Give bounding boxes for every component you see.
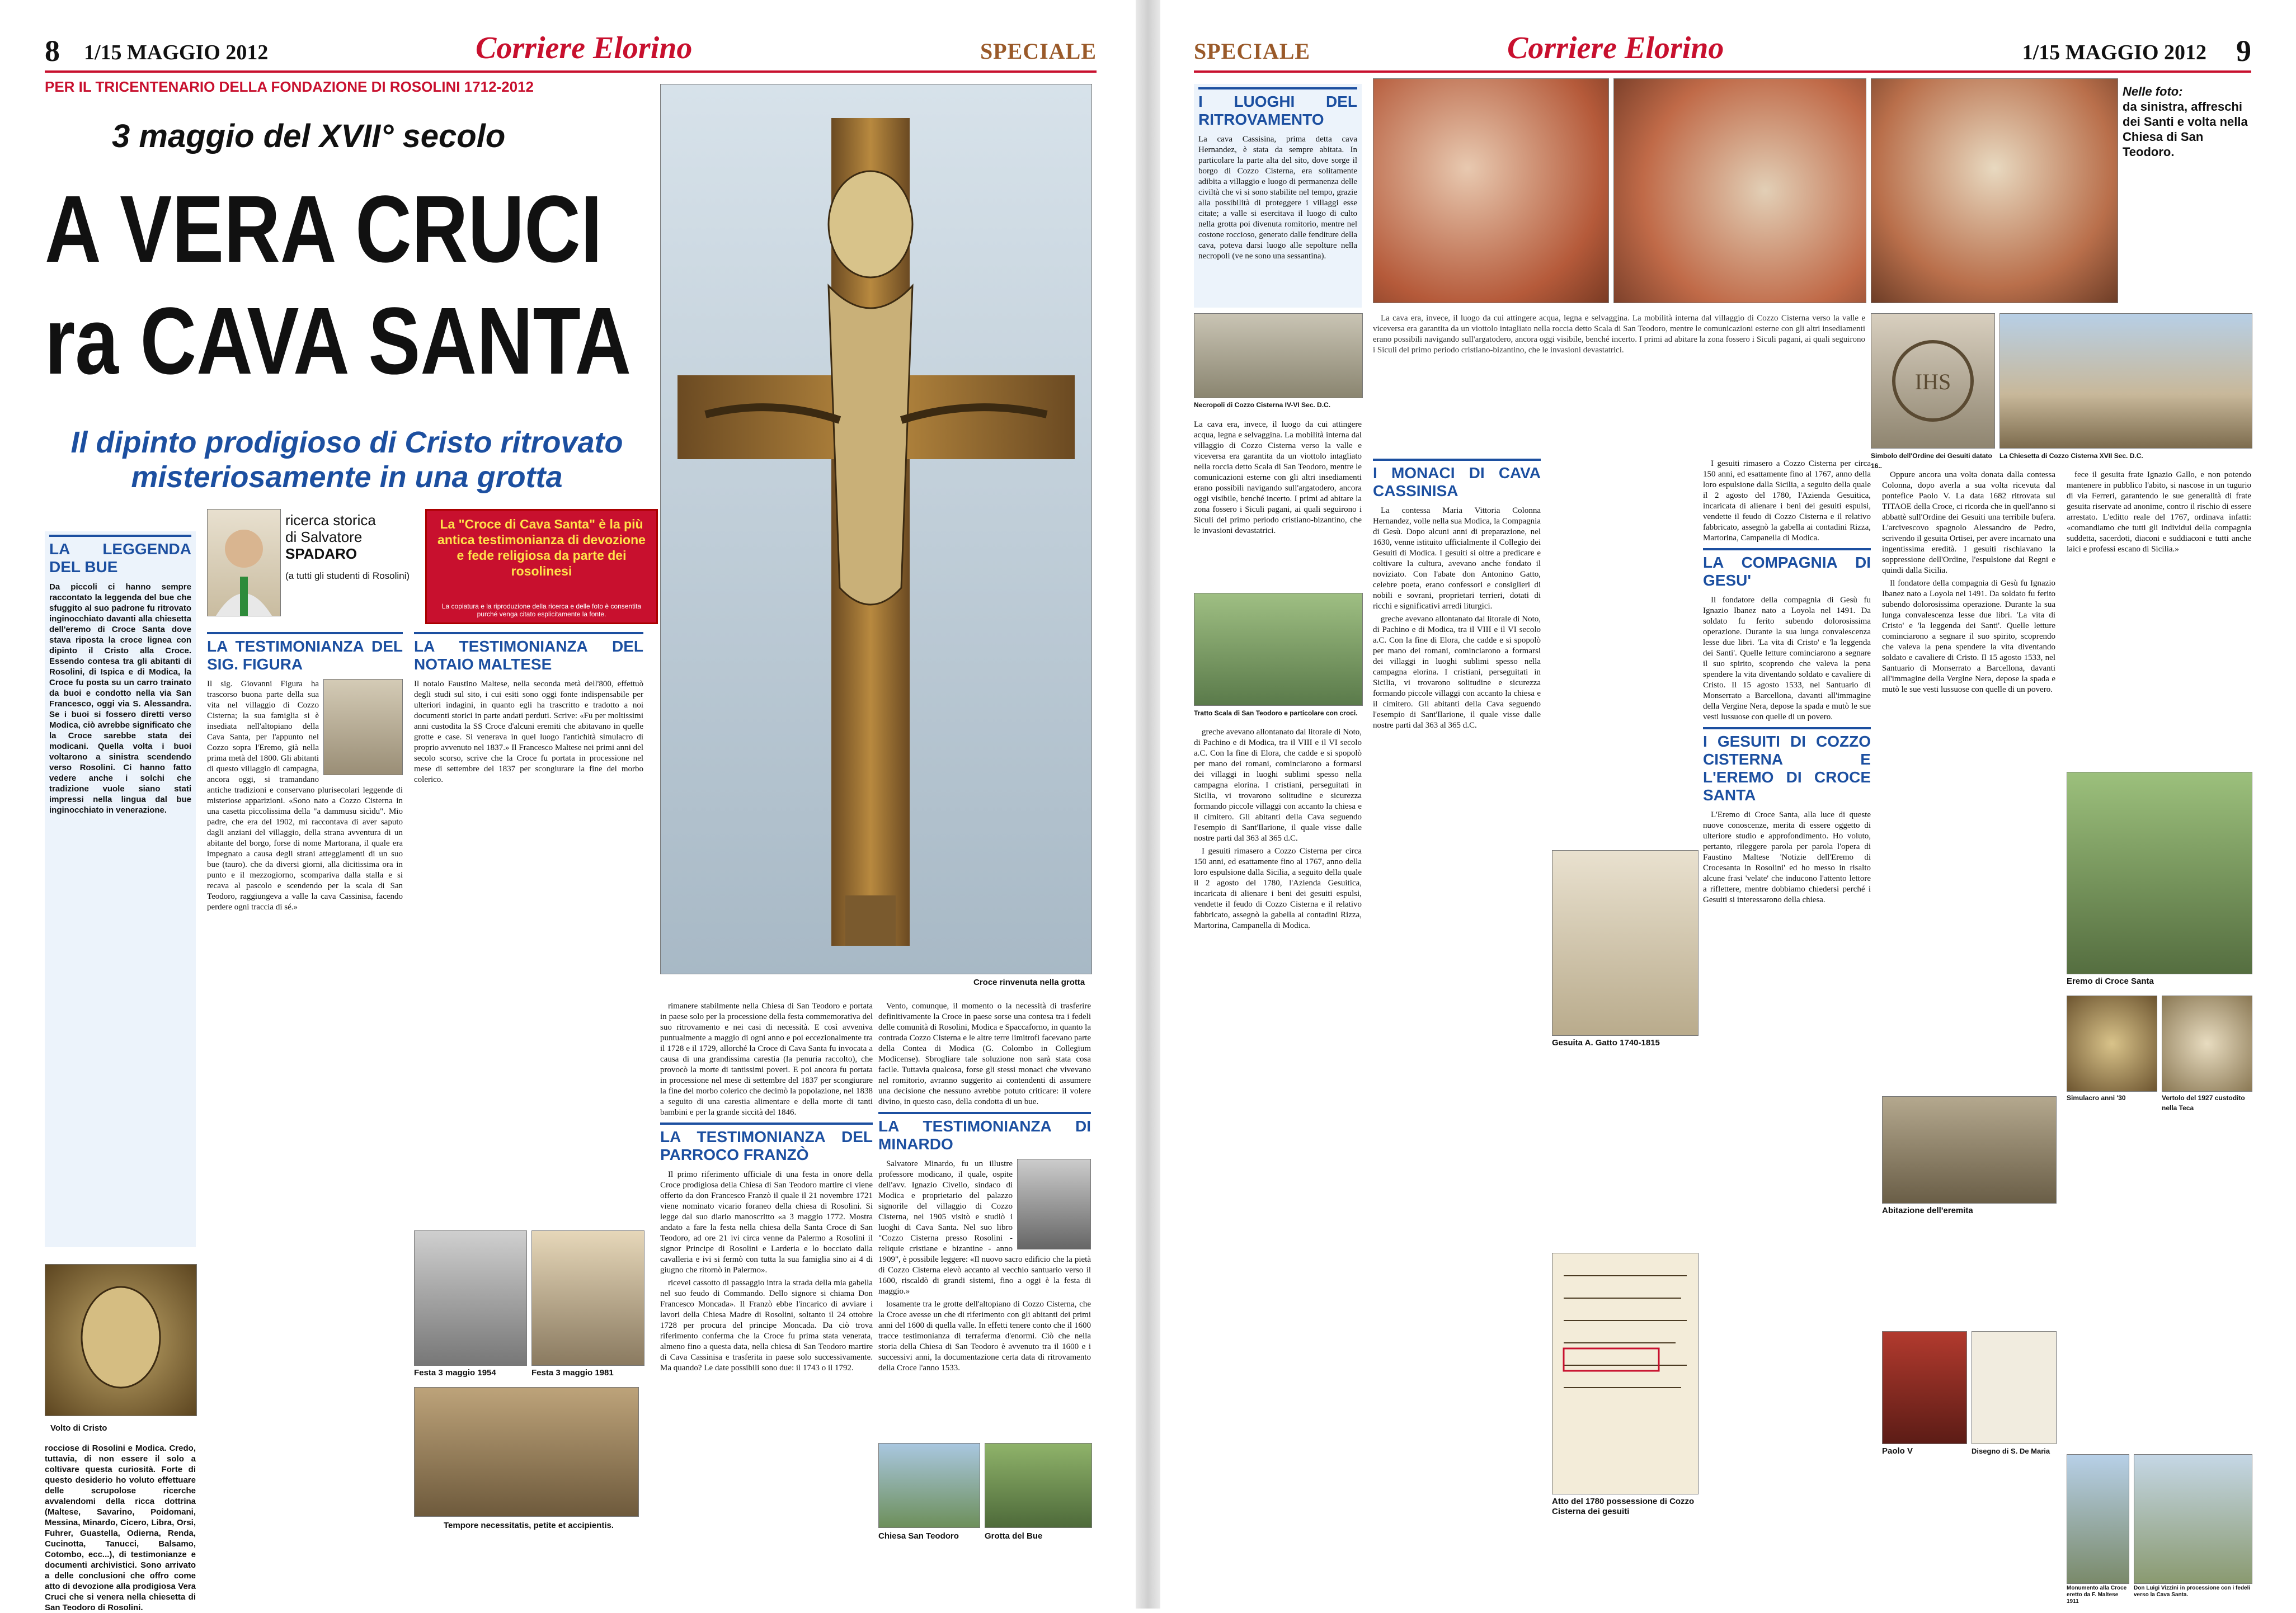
heading-parroco: LA TESTIMONIANZA DEL PARROCO FRANZÒ — [660, 1123, 873, 1164]
col-leggenda — [45, 531, 196, 1247]
photo-chiesa — [878, 1443, 980, 1528]
caption-croce: Croce rinvenuta nella grotta — [973, 978, 1085, 987]
author-line2: di Salvatore — [285, 529, 363, 545]
text-compagnia-b: Il fondatore della compagnia di Gesù fu Ignazio Ibanez nato a Loyola nel 1491. Da soldato fu ferito subendo dolorosissima operazione. Durante la sua lunga convalescenza lesse due libri. 'La vita di Cristo' e 'la leggenda dei Santi'. Quelle letture cominciarono a segnare il suo spirito, scoprendo che valeva la pena spendere la vita diventando soldato e cavaliere di Cristo. Il 15 agosto 1533, nel Santuario di Monserrato a Barcellona, davanti all'immagine della Vergine Nera, depose la spada e mutò le sue vesti lussuose con quelle di un povero. — [1882, 579, 2055, 694]
caption-gatto: Gesuita A. Gatto 1740-1815 — [1552, 1038, 1660, 1048]
author-note: (a tutti gli studenti di Rosolini) — [285, 570, 410, 581]
issue-date: 1/15 MAGGIO 2012 — [84, 41, 269, 64]
masthead-rule — [45, 70, 1097, 73]
left-page — [0, 0, 1136, 1612]
headline-line2: ra CAVA SANTA — [45, 288, 632, 394]
text-minardo: Salvatore Minardo, fu un illustre professore modicano, il quale, ospite dell'avv. Ignazio Civello, sindaco di Modica e proprietario del palazzo signorile del villaggio di Cozzo Cisterna, nel 1905 visitò e studiò i luoghi di Cava Santa. Nel suo libro "Cozzo Cisterna presso Rosolini - reliquie cristiane e bizantine - anno 1909", è possibile leggere: «Il nuovo sacro edificio che la pietà di Cozzo Cisterna elevò accanto al vecchio santuario verso il 1600, riscaldò di grandi sistemi, fino a oggi è la festa di maggio.» — [878, 1159, 1091, 1296]
photo-scala — [1194, 593, 1363, 706]
photo-grotta — [985, 1443, 1092, 1528]
section-label: SPECIALE — [1194, 39, 1311, 64]
heading-luoghi: I LUOGHI DEL RITROVAMENTO — [1198, 87, 1357, 129]
photo-atto — [1552, 1253, 1699, 1494]
photo-simulacro — [2067, 996, 2157, 1092]
newspaper-name: Corriere Elorino — [476, 31, 693, 65]
photo-note-title: Nelle foto: — [2123, 84, 2183, 98]
photo-vertolo — [2162, 996, 2252, 1092]
photo-volto — [45, 1264, 197, 1416]
heading-notaio: LA TESTIMONIANZA DEL NOTAIO MALTESE — [414, 632, 643, 673]
col-luoghi — [1194, 84, 1362, 308]
text-monaci2-cont: greche avevano allontanato dal litorale di Noto, di Pachino e di Modica, tra il VIII e il VI secolo a.C. Con la fine di Elora, che cadde e si spopolò per mano dei romani, cominciarono a formarsi dei villaggi in luoghi sublimi spesso nella campagna elorina. I cristiani, perseguitati in Sicilia, vi trovarono solitudine e sicurezza formando piccole villaggi con accanto la chiesa e il cimitero. Gli abitanti della Cava seguendo l'esempio di Sant'Ilarione, il quale visse dalle nostre parti dal 363 al 365 d.C. — [1194, 728, 1362, 843]
caption-chiesa: Chiesa San Teodoro — [878, 1531, 959, 1541]
caption-necropoli: Necropoli di Cozzo Cisterna IV-VI Sec. D.C. — [1194, 401, 1331, 409]
photo-minardo — [1017, 1159, 1091, 1249]
author-line1: ricerca storica — [285, 512, 376, 529]
caption-volto: Volto di Cristo — [50, 1423, 107, 1433]
heading-gesuiti: I GESUITI DI COZZO CISTERNA E L'EREMO DI CROCE SANTA — [1703, 727, 1871, 804]
caption-chiesetta: La Chiesetta di Cozzo Cisterna XVII Sec. D.C. — [1999, 452, 2143, 460]
caption-lazzo: Don Luigi Vizzini in processione con i fedeli verso la Cava Santa. — [2134, 1585, 2251, 1598]
subtitle-line1: Il dipinto prodigioso di Cristo ritrovato — [70, 426, 623, 459]
photo-figura — [323, 679, 403, 775]
text-monaci: La contessa Maria Vittoria Colonna Hernandez, volle nella sua Modica, la Compagnia di Gesù. Dopo alcuni anni di preparazione, nel 1630, venne istituito ufficialmente il Collegio dei Gesuiti di Modica. I gesuiti si oltre a predicare e coltivare la cultura, avevano anche fondato il noviziato. Con l'abate don Antonino Gatto, celebre poeta, erano confessori e consiglieri di nobili e sovrani, proprietari terrieri, dotati di ricchi e significativi arredi liturgici. — [1373, 506, 1541, 611]
subtitle — [67, 425, 627, 494]
svg-text:IHS: IHS — [1914, 369, 1951, 394]
overline: 3 maggio del XVII° secolo — [112, 118, 506, 154]
text-vento: Vento, comunque, il momento o la necessità di trasferire definitivamente la Croce in paese sorse una contesa tra i fedeli delle comunità di Rosolini, Modica e Spaccaforno, in quanto la contrada Cozzo Cisterna e le altre terre limitrofi facevano parte della Contea di Modica (G. Colombo in Collegium Modicense). Sbrogliare tale soluzione non sarà stata cosa facile. Tuttavia qualcosa, forse gli stessi monaci che vivevano nel romitorio, avranno suggerito ai contendenti di assumere una decisione che nessuno avrebbe potuto criticare: il volere divino, in questo caso, della condotta di un bue. — [878, 1002, 1091, 1106]
callout-text: La "Croce di Cava Santa" è la più antica testimonianza di devozione e fede religiosa da parte dei rosolinesi — [437, 517, 646, 578]
photo-note-text: da sinistra, affreschi dei Santi e volta nella Chiesa di San Teodoro. — [2123, 100, 2248, 159]
heading-leggenda: LA LEGGENDA DEL BUE — [49, 535, 191, 576]
text-luoghi: La cava Cassisina, prima detta cava Hernandez, è stata da sempre abitata. In particolare la parte alta del sito, dove sorge il borgo di Cozzo Cisterna, era solitamente adibita a villaggio e luogo di permanenza delle civiltà che vi si sono stabilite nel tempo, grazie alla possibilità di proteggere i villaggi esse citate; a valle si esercitava il luogo di culto nella grotta poi divenuta romitorio, mentre nel costone roccioso, generato dalle fenditure della cava, poteva darsi luogo alle sepolture nella necropoli (ve ne sono una sessantina). — [1198, 135, 1357, 261]
newspaper-name: Corriere Elorino — [1507, 31, 1724, 65]
heading-monaci: I MONACI DI CAVA CASSINISA — [1373, 459, 1541, 500]
col-chiesa — [660, 1001, 873, 1605]
page-number: 8 — [45, 34, 60, 68]
section-label: SPECIALE — [980, 39, 1097, 64]
callout-note: La copiatura e la riproduzione della ricerca e delle foto è consentita purché venga citato esplicitamente la fonte. — [441, 602, 642, 618]
caption-monumento: Monumento alla Croce eretto da F. Maltese 1911 — [2067, 1585, 2127, 1605]
photo-fresco1 — [1373, 78, 1609, 303]
text-fine: Oppure ancora una volta donata dalla contessa Colonna, dopo averla a sua volta ricevuta dal pontefice Paolo V. La data 1682 ritrovata sul TITAOE della Croce, ci ricorda che in quell'anno si abbattè sull'Ordine dei Gesuiti una terribile bufera. L'arcivescovo spagnolo Alessandro de Pedro, scrivendo il gesuita Ortisei, per avere incarnato una ingentissima eredità. I gesuiti rischiavano la soppressione dell'Ordine, l'espulsione dai Regni e quindi dalla Sicilia. — [1882, 470, 2055, 575]
author-photo — [207, 509, 281, 616]
kicker: PER IL TRICENTENARIO DELLA FONDAZIONE DI ROSOLINI 1712-2012 — [45, 78, 534, 95]
photo-gatto — [1552, 850, 1699, 1036]
col-notaio — [414, 632, 643, 1225]
caption-atto: Atto del 1780 possessione di Cozzo Cisterna dei gesuiti — [1552, 1497, 1695, 1516]
subtitle-line2: misteriosamente in una grotta — [131, 460, 563, 494]
caption-simulacro: Simulacro anni '30 — [2067, 1094, 2126, 1102]
issue-date: 1/15 MAGGIO 2012 — [2022, 41, 2206, 64]
cross-illustration — [661, 84, 1091, 974]
photo-fresco2 — [1613, 78, 1866, 303]
text-lastra: losamente tra le grotte dell'altopiano di Cozzo Cisterna, che la Croce avesse un che di riferimento con gli abitanti dei primi anni del 1600 di quella valle. In effetti tenere conto che il 1600 tracce testimonianza di terraferma d'enormi. Ciò che nella storia della Chiesa di San Teodoro è avvenuto tra il 1600 e i successivi anni, la documentazione certa data di ritrovamento della Croce l'anno 1533. — [878, 1300, 1091, 1373]
text-monaci-lead: La cava era, invece, il luogo da cui attingere acqua, legna e selvaggina. La mobilità interna dal villaggio di Cozzo Cisterna verso la valle e viceversa era garantita da un viottolo intagliato nella roccia detto Scala di San Teodoro, mentre le comunicazioni esterne con gli altri insediamenti erano possibili navigando sull'argatodero, ancora oggi visibile, benché incerto. I primi ad abitare la zona fossero i Siculi pagani, ai quali seguirono i Siculi del primo periodo cristiano-bizantino, che le invasioni devastatrici. — [1373, 314, 1865, 355]
photo-note — [2123, 84, 2251, 159]
photo-necropoli — [1194, 313, 1363, 398]
christ-face-icon — [45, 1265, 196, 1416]
caption-scala: Tratto Scala di San Teodoro e particolare con croci. — [1194, 709, 1358, 717]
right-masthead — [1194, 31, 2251, 68]
cross-photo — [660, 84, 1092, 974]
photo-eremo — [2067, 772, 2252, 974]
author-portrait-icon — [208, 510, 280, 616]
headline-line1: A VERA CRUCI — [45, 176, 603, 282]
author-name: SPADARO — [285, 545, 357, 562]
text-processione: ricevei cassotto di passaggio intra la strada della mia gabella nel suo feudo di Commando. Dello signore si chiama Don Francesco Moncada». Il Franzò ebbe l'incarico di avviare i lavori della Chiesa Madre di Rosolini, soltanto il 24 ottobre 1728 per procura del principe Moncada. Da ciò trova riferimento conferma che la Croce fu prima stata venerata, almeno fino a questa data, nella chiesa di San Teodoro martire di Cava Cassinisa e trasferita in paese solo successivamente. Ma quando? Le date possibili sono due: il 1743 o il 1792. — [660, 1279, 873, 1373]
page-gutter — [1136, 0, 1160, 1609]
caption-vertolo: Vertolo del 1927 custodito nella Teca — [2162, 1094, 2245, 1112]
jesuit-emblem-icon — [1871, 314, 1994, 448]
author-byline — [285, 512, 420, 582]
photo-tempore — [414, 1387, 639, 1517]
caption-grotta: Grotta del Bue — [985, 1531, 1043, 1541]
col-monaci — [1373, 459, 1541, 1046]
heading-figura: LA TESTIMONIANZA DEL SIG. FIGURA — [207, 632, 403, 673]
col-figura — [207, 632, 403, 1605]
photo-simbolo — [1871, 313, 1995, 449]
photo-festa1954 — [414, 1230, 527, 1366]
left-masthead — [45, 31, 1097, 68]
text-compagnia: Il fondatore della compagnia di Gesù fu Ignazio Ibanez nato a Loyola nel 1491. Da soldato fu ferito subendo dolorosissima operazione. Durante la sua lunga convalescenza lesse due libri. 'La vita di Cristo' e 'la leggenda dei Santi'. Quelle letture cominciarono a segnare il suo spirito, scoprendo che valeva la pena spendere la vita diventando soldato e cavaliere di Cristo. Il 15 agosto 1533, nel Santuario di Monserrato a Barcellona, davanti all'immagine della Vergine Nera, depose la spada e mutò le sue vesti lussuose con quelle di un povero. — [1703, 596, 1871, 721]
col-compagnia — [1703, 459, 1871, 1605]
text-notaio: Il notaio Faustino Maltese, nella seconda metà dell'800, effettuò degli studi sul sito, i cui esiti sono oggi fonte indispensabile per ulteriori indagini, in quanto egli ha trascritto e tradotto a noi documenti storici in parte andati perduti. Scrive: «Fu per moltissimi anni custodita la SS Croce d'alcuni eremiti che abitavano in quelle grotte e case. Si venerava in quel luogo l'antichità simulacro di proprio avvenuto nel 1837.» Il Francesco Maltese nei primi anni del secolo scorso, scrive che la Croce fu portata in processione nel mese di settembre del 1837 per scongiurare la fine del morbo colerico. — [414, 680, 643, 784]
photo-abitazione — [1882, 1096, 2057, 1204]
text-leggenda: Da piccoli ci hanno sempre raccontato la leggenda del bue che sfuggito al suo padrone fu ritrovato inginocchiato davanti alla chiesetta dell'eremo di Croce Santa dove stava riposta la croce lignea con dipinto il Cristo alla Croce. Essendo contesa tra gli abitanti di Rosolini, di Ispica e di Modica, la Croce fu posta su un carro trainato da buoi e condotto nella via San Francesco, oggi via S. Alessandra. Se i buoi si fossero diretti verso Modica, ciò avrebbe significato che la Croce sarebbe stata dei modicani. Quella volta i buoi voltarono a sinistra scendendo verso Rosolini. Ci hanno fatto vedere anche i solchi che tradizione vuole siano stati impressi nella lingua dal bue inginocchiato in venerazione. — [49, 582, 191, 815]
photo-paolo — [1882, 1331, 1967, 1444]
caption-festa1981: Festa 3 maggio 1981 — [531, 1368, 614, 1378]
heading-compagnia: LA COMPAGNIA DI GESU' — [1703, 548, 1871, 589]
callout-box — [425, 509, 658, 624]
caption-simbolo: Simbolo dell'Ordine dei Gesuiti datato 16.. — [1871, 452, 1992, 470]
text-gesuiti: L'Eremo di Croce Santa, alla luce di queste nuove conoscenze, merita di essere oggetto di ulteriore studio e approfondimento. Ho voluto, pertanto, rileggere parola per parola l'opera di Faustino Maltese 'Notizie dell'Eremo di Crocesanta in Rosolini' ed ho messo in risalto alcune frasi 'velate' che inducono l'attento lettore a riflettere, mentre dobbiamo chiedersi perché i Gesuiti si interessarono della chiesa. — [1703, 810, 1871, 904]
col-monaci-cont — [1194, 727, 1362, 1605]
caption-paolo: Paolo V — [1882, 1446, 1913, 1456]
text-fine2: fece il gesuita frate Ignazio Gallo, e non potendo mantenere in pubblico l'abito, si nascose in un tugurio di via Ferreri, garantendo le sue generalità di frate gesuita riservate ad anonime, contro il rischio di essere arrestato. L'editto reale del 1767, ordinava infatti: «comandiamo che tutti gli individui della compagnia suddetta, sacerdoti, diaconi e suddiaconi e tutti anche laici e professi escano di Sicilia.» — [2067, 470, 2251, 554]
col-tempore — [414, 1387, 643, 1605]
photo-volta — [1871, 78, 2118, 303]
photo-monumento — [2067, 1454, 2129, 1584]
text-compagnia-lead: I gesuiti rimasero a Cozzo Cisterna per circa 150 anni, ed esattamente fino al 1767, anno della loro espulsione dalla Sicilia, a seguito della quale il 2 agosto del 1780, l'Azienda Gesuitica, incaricata di alienare i beni dei gesuiti espulsi, vendette il feudo di Cozzo Cisterna e il relativo fabbricato, assegnò la gabella ai contadini Rizza, Martorina, Campanella di Modica. — [1703, 459, 1871, 543]
photo-disegno — [1972, 1331, 2057, 1444]
manuscript-icon — [1552, 1253, 1698, 1494]
photo-festa1981 — [531, 1230, 644, 1366]
photo-lazzo — [2134, 1454, 2252, 1584]
col-monaci-top — [1373, 313, 1865, 447]
caption-festa1954: Festa 3 maggio 1954 — [414, 1368, 496, 1378]
page-number: 9 — [2236, 34, 2251, 68]
text-parroco: Il primo riferimento ufficiale di una festa in onore della Croce prodigiosa della Chiesa di San Teodoro martire ci viene offerto da don Francesco Franzò il quale il 21 novembre 1721 viene nominato vicario foraneo della chiesa di Rosolini. Si legge dal suo diario manoscritto «a 3 maggio 1772. Mostra andato a fare la festa nella chiesa della Santa Croce di San Teodoro, ad ore 21 ivi circa venne da Palermo a Rosolini il signor Principe di Rosolini e Larderia e lo bocciato dalla cavalleria e ivi si fermò con tutta la sua famiglia sino ai 4 di giugno che ritornò in Palermo». — [660, 1170, 873, 1275]
text-chiesa: rimanere stabilmente nella Chiesa di San Teodoro e portata in paese solo per la processione della festa commemorativa del suo ritrovamento e nei casi di necessità. E così avveniva puntualmente a maggio di ogni anno e poi eccezionalmente tra il 1728 e il 1729, allorché la Croce di Cava Santa fu invocata a causa di una grandissima carestia (la penuria raccolto), che provocò la morte di tantissimi poveri. E poi ancora fu portata in processione nel mese di settembre del 1837 per scongiurare la fine del morbo colerico che decimò la popolazione, nel 1838 a seguito di una carestia alimentare e della morte di tanti bambini e per la grande siccità del 1846. — [660, 1002, 873, 1117]
text-monaci2: greche avevano allontanato dal litorale di Noto, di Pachino e di Modica, tra il VIII e il VI secolo a.C. Con la fine di Elora, che cadde e si spopolò per mano dei romani, cominciarono a formarsi dei villaggi in luoghi sublimi spesso nella campagna elorina. I cristiani, perseguitati in Sicilia, vi trovarono solitudine e sicurezza formando piccole villaggi con accanto la chiesa e il cimitero. Gli abitanti della Cava seguendo l'esempio di Sant'Ilarione, il quale visse dalle nostre parti dal 363 al 365 d.C. — [1373, 615, 1541, 730]
text-luoghi2: La cava era, invece, il luogo da cui attingere acqua, legna e selvaggina. La mobilità interna dal villaggio di Cozzo Cisterna verso la valle e viceversa era garantita da un viottolo intagliato nella roccia detto Scala di San Teodoro, mentre le comunicazioni esterne con gli altri insediamenti erano possibili navigando sull'argatodero, ancora oggi visibile, benché incerto. I primi ad abitare la zona fossero i Siculi pagani, ai quali seguirono i Siculi del primo periodo cristiano-bizantino, che le invasioni devastatrici. — [1194, 420, 1362, 535]
text-gesuiti2: I gesuiti rimasero a Cozzo Cisterna per circa 150 anni, ed esattamente fino al 1767, anno della loro espulsione dalla Sicilia, a seguito della quale il 2 agosto del 1780, l'Azienda Gesuitica, incaricata di alienare i beni dei gesuiti espulsi, vendette il feudo di Cozzo Cisterna e il relativo fabbricato, assegnò la gabella ai contadini Rizza, Martorina, Campanella di Modica. — [1194, 847, 1362, 930]
text-figura: Il sig. Giovanni Figura ha trascorso buona parte della sua vita nel villaggio di Cozzo Cisterna; la sua famiglia si è insediata nell'altopiano della Cava Santa, per l'appunto nel Cozzo sopra l'Eremo, già nella prima metà del 1800. Gli abitanti di questo villaggio di campagna, ancora oggi, si tramandano antiche tradizioni e conservano plurisecolari leggende di misteriose apparizioni. «Sono nato a Cozzo Cisterna in una casetta piccolissima della "a dammusu sicìdu". Mio padre, che era del 1902, mi raccontava di aver saputo dagli anziani del villaggio, della strana avventura di un abitante del borgo, forse di nome Martorana, il quale era impegnato a causa degli strani atteggiamenti di un suo bue (tauro). che da diversi giorni, alla dicitissima ora in punto e il mezzogiorno, scompariva dalla stalla e si recava al pascolo e scendendo per la scala di San Teodoro, raggiungeva a valle la cava Cassinisa, facendo perdere ogni traccia di sé.» — [207, 680, 403, 912]
col-fine-b — [2067, 470, 2251, 766]
right-page — [1160, 0, 2296, 1609]
masthead-rule — [1194, 70, 2251, 73]
photo-chiesetta — [1999, 313, 2252, 449]
caption-disegno: Disegno di S. De Maria — [1972, 1447, 2050, 1455]
heading-minardo: LA TESTIMONIANZA DI MINARDO — [878, 1112, 1091, 1153]
caption-eremo: Eremo di Croce Santa — [2067, 977, 2154, 986]
caption-abitazione: Abitazione dell'eremita — [1882, 1206, 1973, 1215]
caption-tempore: Tempore necessitatis, petite et accipientis. — [444, 1521, 614, 1530]
col-leggenda-cont: rocciose di Rosolini e Modica. Credo, tuttavia, di non essere il solo a coltivare questa curiosità. Forte di questo desiderio ho voluto effettuare delle scrupolose ricerche avvalendomi della ricca dottrina (Maltese, Savarino, Poidomani, Messina, Minardo, Cicero, Libra, Orsi, Fuhrer, Guastella, Odierna, Renda, Cucinotta, Tanucci, Balsamo, Cotombo, ecc...), di testimonianze e documenti archivistici. Sono arrivato a delle conclusioni che offro come atto di devozione alla prodigiosa Vera Cruci che si venera nella chiesetta di San Teodoro di Rosolini. — [45, 1444, 196, 1612]
